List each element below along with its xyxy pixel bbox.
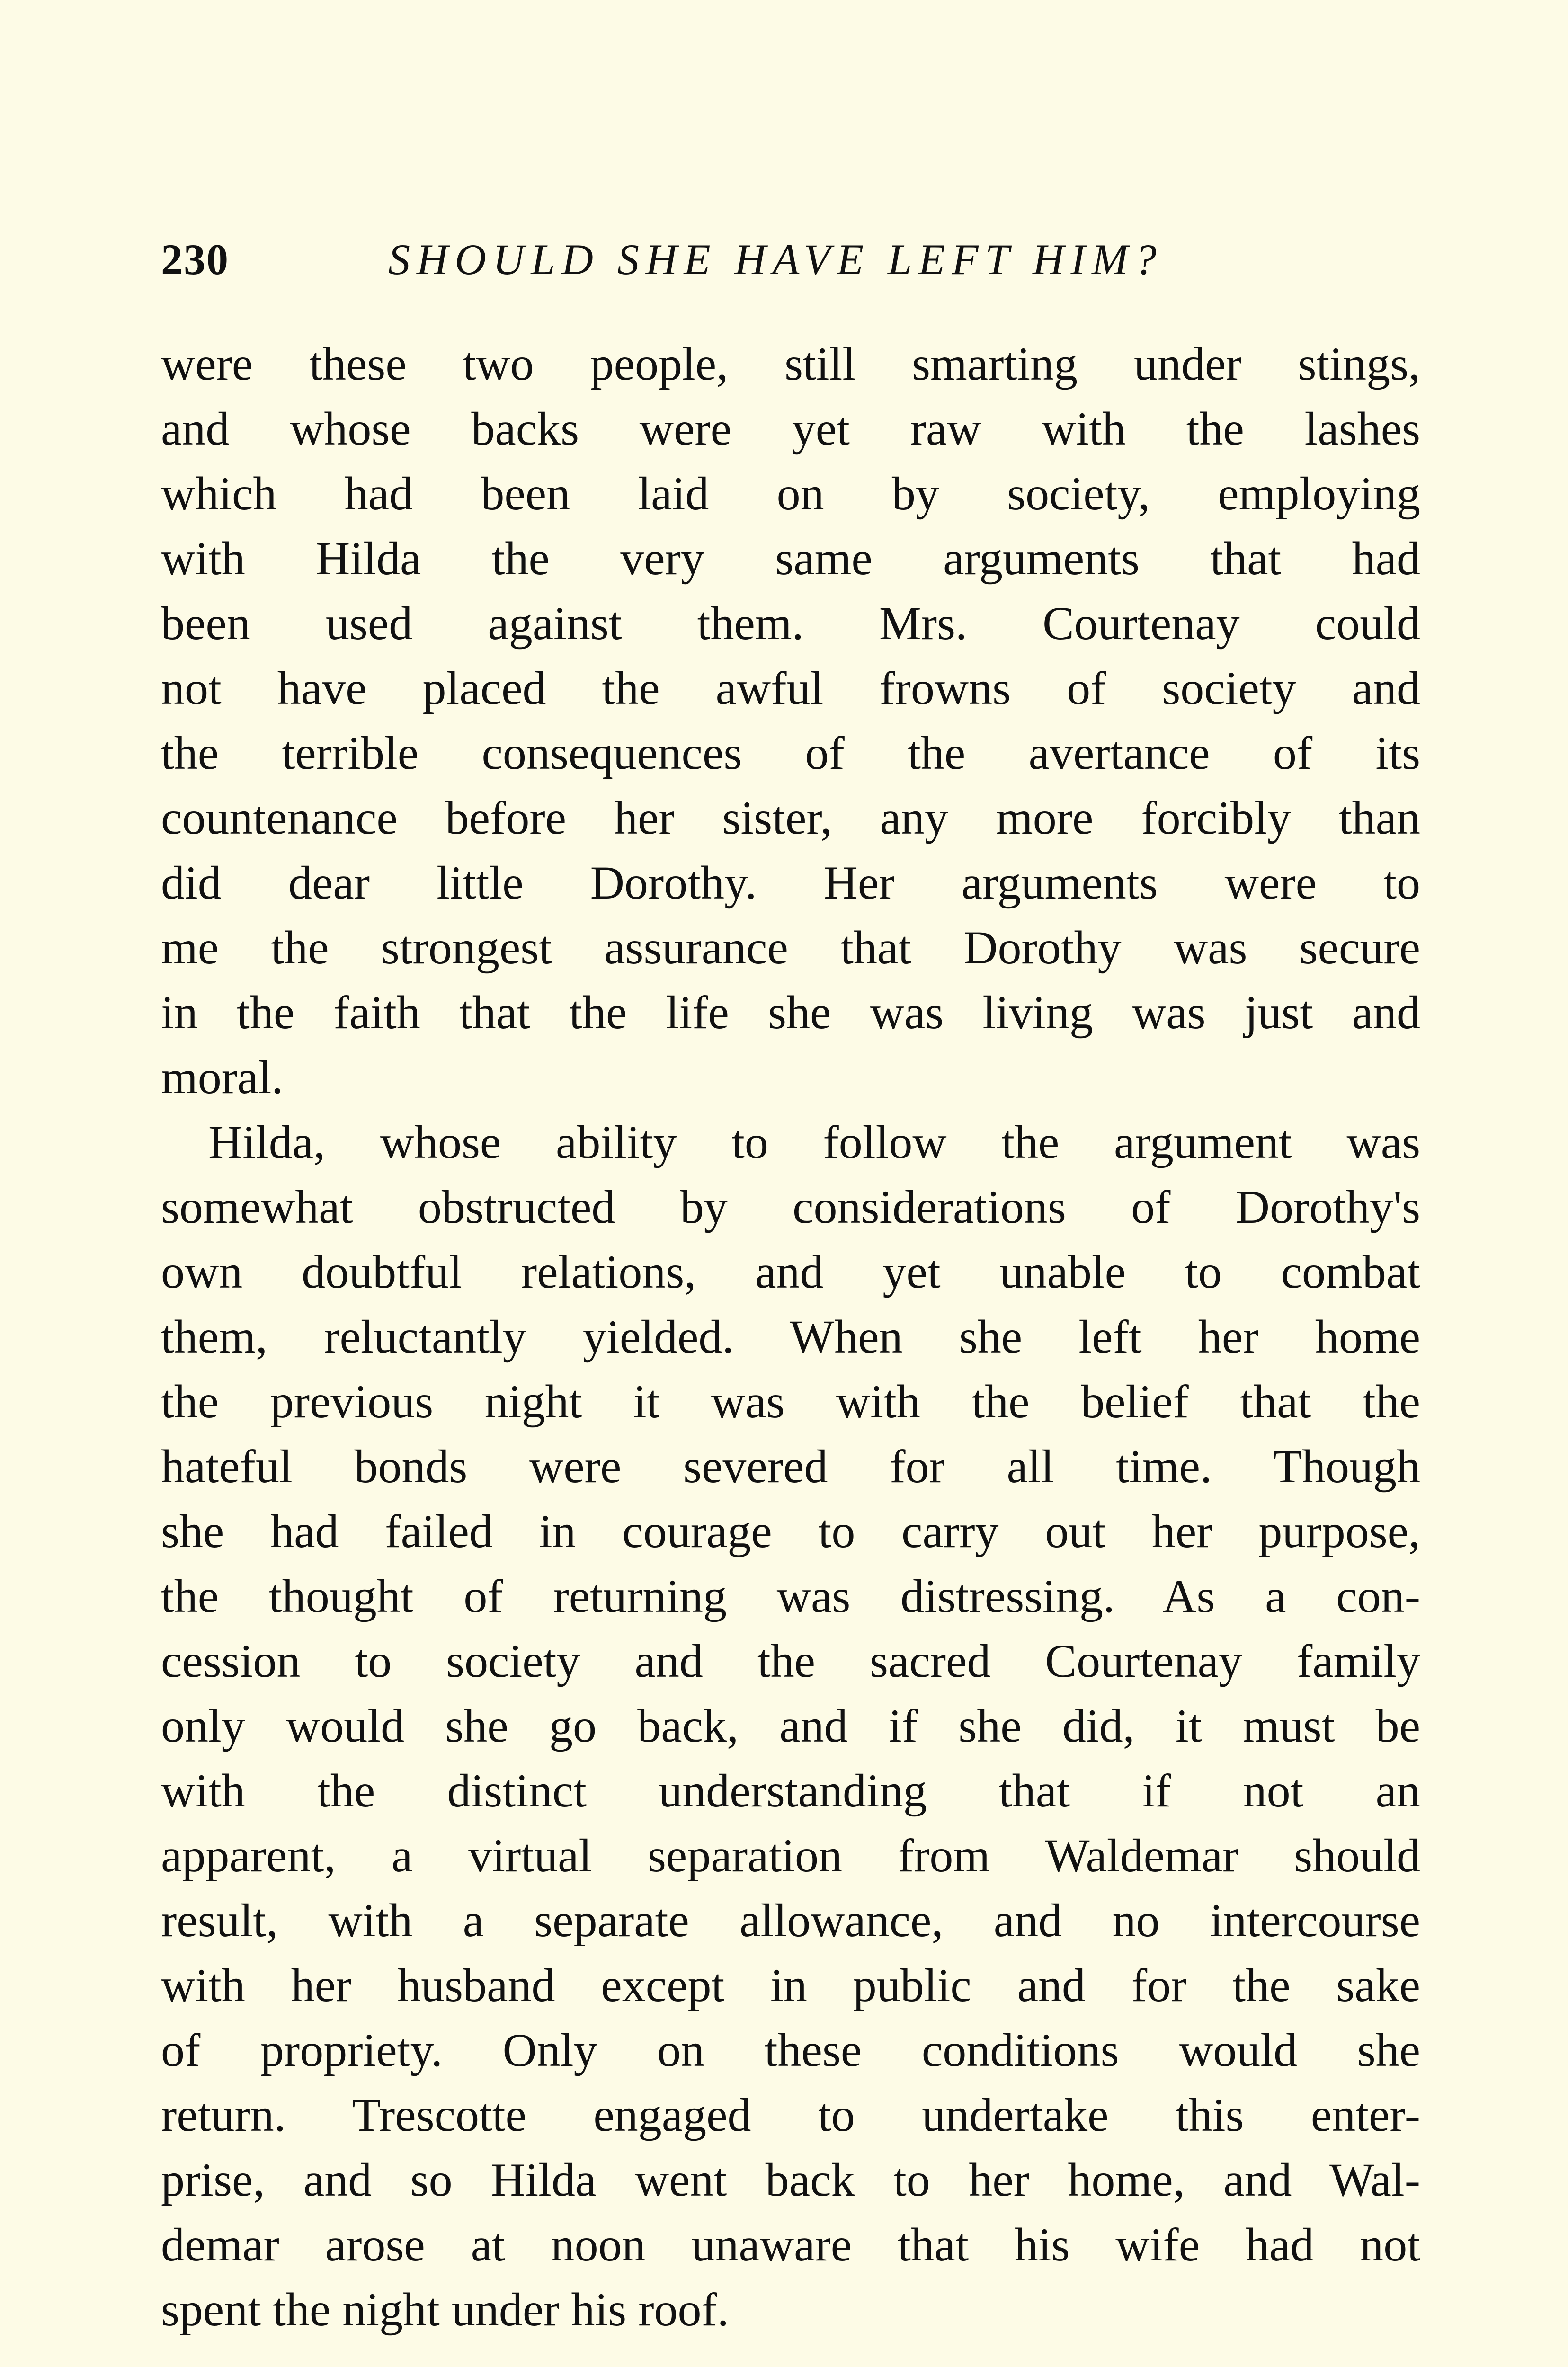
text-line: countenance before her sister, any more forcibly than	[161, 792, 1420, 844]
text-line: somewhat obstructed by considerations of Dorothy's	[161, 1181, 1420, 1233]
text-line: the terrible consequences of the avertance of its	[161, 727, 1420, 779]
text-line: result, with a separate allowance, and no intercourse	[161, 1894, 1420, 1947]
text-line: which had been laid on by society, employing	[161, 467, 1420, 520]
text-line: apparent, a virtual separation from Waldemar should	[161, 1829, 1420, 1882]
text-line: Hilda, whose ability to follow the argument was	[208, 1116, 1420, 1168]
text-line: spent the night under his roof.	[161, 2283, 729, 2336]
text-line: of propriety. Only on these conditions would she	[161, 2024, 1420, 2076]
text-line: and whose backs were yet raw with the lashes	[161, 402, 1420, 455]
text-line: been used against them. Mrs. Courtenay could	[161, 597, 1420, 650]
running-title: SHOULD SHE HAVE LEFT HIM?	[388, 235, 1163, 284]
text-line: the previous night it was with the belief that the	[161, 1375, 1420, 1428]
text-line: hateful bonds were severed for all time. Though	[161, 1440, 1420, 1493]
text-line: cession to society and the sacred Courtenay family	[161, 1635, 1420, 1687]
text-line: with her husband except in public and for the sake	[161, 1959, 1420, 2011]
text-line: moral.	[161, 1051, 284, 1103]
page-header	[161, 234, 1420, 301]
text-line: them, reluctantly yielded. When she left her home	[161, 1310, 1420, 1363]
text-line: only would she go back, and if she did, it must be	[161, 1700, 1420, 1752]
text-line: did dear little Dorothy. Her arguments were to	[161, 856, 1420, 909]
text-line: demar arose at noon unaware that his wife had not	[161, 2218, 1420, 2271]
text-line: own doubtful relations, and yet unable to combat	[161, 1246, 1420, 1298]
text-line: she had failed in courage to carry out her purpose,	[161, 1505, 1420, 1557]
page-number: 230	[161, 235, 229, 284]
body-text	[161, 331, 1420, 2342]
text-line: in the faith that the life she was living was just and	[161, 986, 1420, 1039]
text-line: were these two people, still smarting under stings,	[161, 338, 1420, 390]
text-line: prise, and so Hilda went back to her home, and Wal-	[161, 2153, 1420, 2206]
text-line: not have placed the awful frowns of society and	[161, 662, 1420, 714]
text-line: with the distinct understanding that if not an	[161, 1764, 1420, 1817]
text-line: me the strongest assurance that Dorothy was secure	[161, 921, 1420, 974]
text-line: return. Trescotte engaged to undertake this enter-	[161, 2089, 1420, 2141]
text-line: the thought of returning was distressing. As a con-	[161, 1570, 1420, 1622]
text-line: with Hilda the very same arguments that had	[161, 532, 1420, 585]
